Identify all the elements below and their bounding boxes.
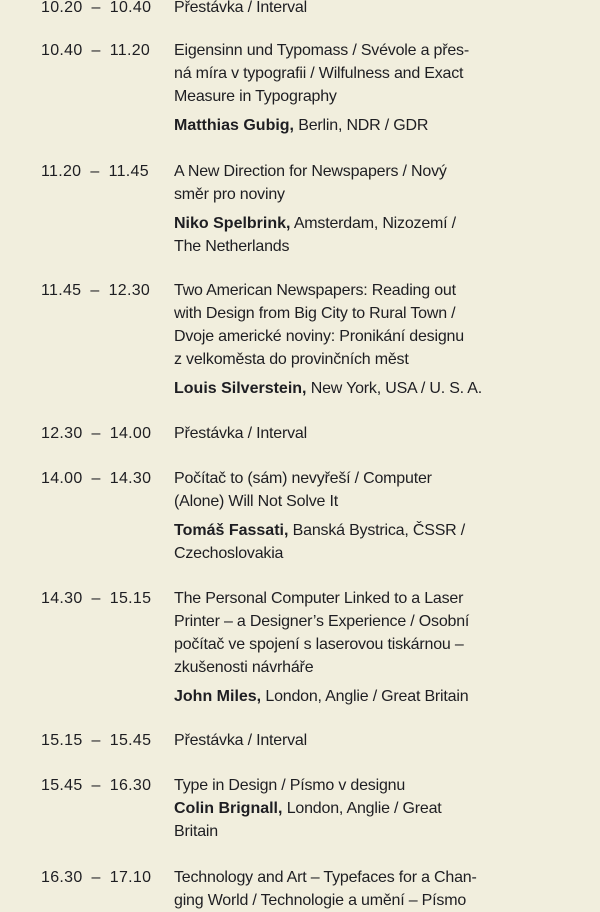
title-line: z velkoměsta do provinčních měst (174, 351, 409, 368)
speaker-location: Berlin, NDR / GDR (294, 117, 429, 134)
session-content (174, 422, 534, 445)
title-line: Přestávka / Interval (174, 0, 307, 16)
end-time: 15.45 (109, 732, 152, 749)
title-line: with Design from Big City to Rural Town / (174, 305, 456, 322)
session-content (174, 866, 534, 912)
time-dash: – (91, 425, 101, 442)
speaker-line (174, 685, 534, 708)
session-title (174, 587, 534, 679)
speaker-line (174, 519, 534, 542)
speaker-line (174, 114, 534, 137)
end-time: 11.20 (109, 42, 151, 59)
start-time: 10.40 (41, 42, 83, 59)
start-time: 15.15 (41, 732, 83, 749)
speaker-location: London, Anglie / Great (282, 800, 442, 817)
speaker-location: London, Anglie / Great Britain (261, 688, 469, 705)
speaker-line (174, 212, 534, 235)
title-line: The Personal Computer Linked to a Laser (174, 590, 464, 607)
title-line: směr pro noviny (174, 186, 285, 203)
title-line: Two American Newspapers: Reading out (174, 282, 456, 299)
title-line: Dvoje americké noviny: Pronikání designu (174, 328, 464, 345)
start-time: 11.20 (41, 163, 82, 180)
title-line: Přestávka / Interval (174, 425, 307, 442)
speaker-name: Louis Silverstein, (174, 380, 307, 397)
session-content (174, 729, 534, 752)
speaker-name: Tomáš Fassati, (174, 522, 289, 539)
speaker-info (174, 797, 534, 843)
title-line: Type in Design / Písmo v designu (174, 777, 406, 794)
session-content (174, 0, 534, 19)
time-dash: – (90, 282, 100, 299)
session-title (174, 774, 534, 797)
speaker-line: Czechoslovakia (174, 545, 284, 562)
speaker-location: Banská Bystrica, ČSSR / (288, 522, 466, 539)
end-time: 10.40 (109, 0, 152, 16)
speaker-name: Matthias Gubig, (174, 117, 294, 134)
session-content (174, 39, 534, 137)
speaker-line (174, 377, 534, 400)
speaker-location: New York, USA / U. S. A. (306, 380, 483, 397)
title-line: ging World / Technologie a umění – Písmo (174, 892, 467, 909)
time-dash: – (91, 732, 101, 749)
title-line: ná míra v typografii / Wilfulness and Exact (174, 65, 464, 82)
time-dash: – (91, 869, 101, 886)
speaker-line: Britain (174, 823, 218, 840)
session-title (174, 279, 534, 371)
start-time: 11.45 (41, 282, 82, 299)
session-content (174, 774, 534, 843)
end-time: 12.30 (108, 282, 151, 299)
session-title (174, 0, 534, 19)
speaker-info (174, 377, 534, 400)
speaker-name: John Miles, (174, 688, 262, 705)
end-time: 11.45 (108, 163, 149, 180)
title-line: Přestávka / Interval (174, 732, 307, 749)
start-time: 14.30 (41, 590, 83, 607)
title-line: Eigensinn und Typomass / Svévole a přes- (174, 42, 469, 59)
session-title (174, 467, 534, 513)
time-range (41, 866, 151, 889)
speaker-info (174, 212, 534, 258)
time-range (41, 729, 151, 752)
speaker-location: Amsterdam, Nizozemí / (290, 215, 456, 232)
time-range (41, 39, 150, 62)
title-line: A New Direction for Newspapers / Nový (174, 163, 447, 180)
end-time: 16.30 (109, 777, 152, 794)
time-range (41, 587, 151, 610)
speaker-info (174, 685, 534, 708)
time-range (41, 467, 151, 490)
start-time: 14.00 (41, 470, 83, 487)
time-dash: – (91, 590, 101, 607)
time-range (41, 774, 151, 797)
title-line: zkušenosti návrháře (174, 659, 314, 676)
time-dash: – (91, 777, 101, 794)
title-line: (Alone) Will Not Solve It (174, 493, 338, 510)
session-title (174, 729, 534, 752)
start-time: 16.30 (41, 869, 83, 886)
speaker-line: The Netherlands (174, 238, 290, 255)
speaker-info (174, 519, 534, 565)
end-time: 14.00 (109, 425, 152, 442)
time-dash: – (90, 163, 100, 180)
title-line: Technology and Art – Typefaces for a Chan- (174, 869, 477, 886)
time-dash: – (91, 42, 101, 59)
time-dash: – (91, 470, 101, 487)
title-line: Printer – a Designer’s Experience / Osobní (174, 613, 470, 630)
session-content (174, 587, 534, 708)
title-line: počítač ve spojení s laserovou tiskárnou – (174, 636, 464, 653)
speaker-name: Colin Brignall, (174, 800, 283, 817)
title-line: Measure in Typography (174, 88, 337, 105)
start-time: 12.30 (41, 425, 83, 442)
end-time: 17.10 (109, 869, 152, 886)
session-title (174, 422, 534, 445)
speaker-info (174, 114, 534, 137)
speaker-line (174, 797, 534, 820)
session-title (174, 866, 534, 912)
session-title (174, 39, 534, 108)
session-content (174, 279, 534, 400)
time-range (41, 0, 151, 19)
end-time: 14.30 (109, 470, 152, 487)
time-range (41, 422, 151, 445)
time-range (41, 160, 149, 183)
time-range (41, 279, 150, 302)
session-title (174, 160, 534, 206)
end-time: 15.15 (109, 590, 152, 607)
title-line: Počítač to (sám) nevyřeší / Computer (174, 470, 432, 487)
time-dash: – (91, 0, 101, 16)
start-time: 15.45 (41, 777, 83, 794)
start-time: 10.20 (41, 0, 83, 16)
session-content (174, 467, 534, 565)
session-content (174, 160, 534, 258)
speaker-name: Niko Spelbrink, (174, 215, 291, 232)
